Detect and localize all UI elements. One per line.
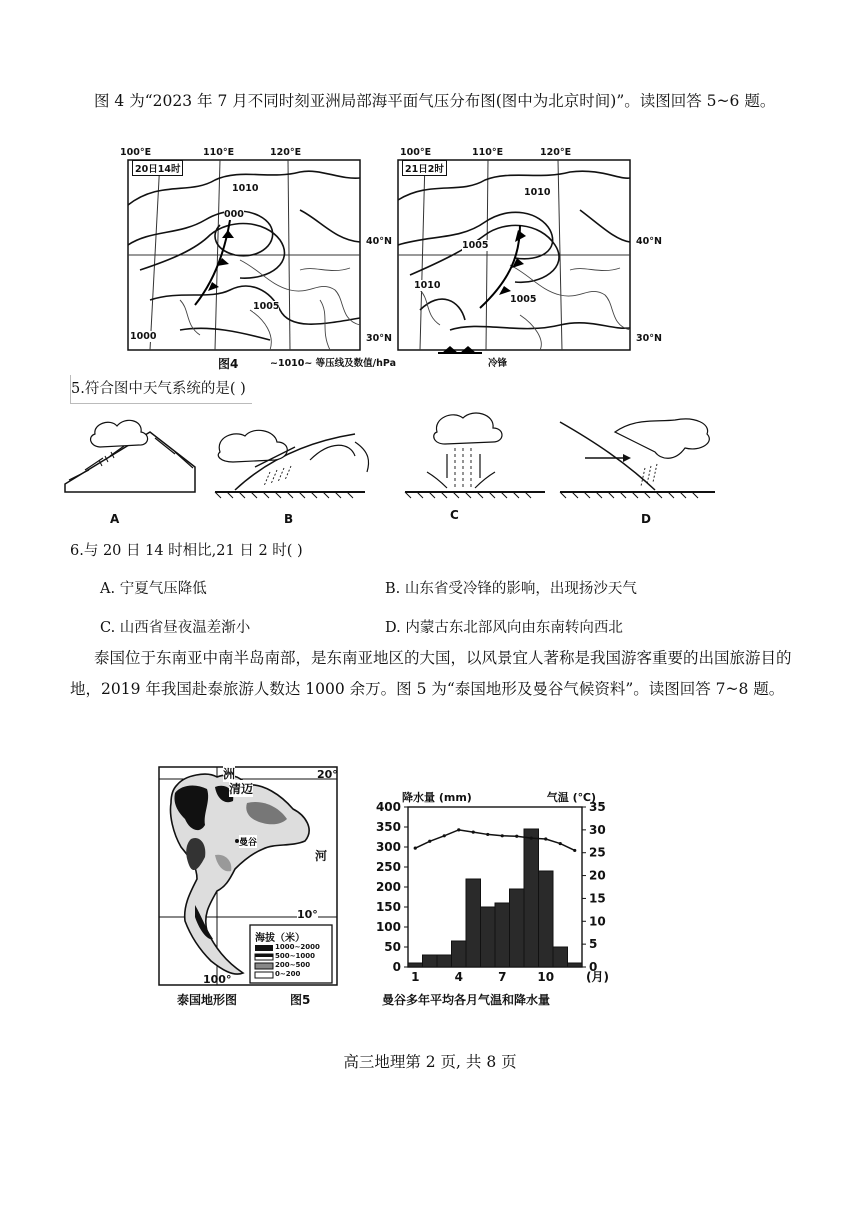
temperature-point xyxy=(559,842,562,845)
precip-bar xyxy=(510,889,525,967)
legend-item-4: 0~200 xyxy=(275,970,301,978)
temperature-line xyxy=(415,830,575,851)
temperature-point xyxy=(472,831,475,834)
q6-option-c: C. 山西省昼夜温差渐小 xyxy=(100,620,251,636)
right-lon-100: 100°E xyxy=(400,147,432,158)
left-isobar-1010: 1010 xyxy=(232,183,259,194)
precip-bar xyxy=(466,879,481,967)
y2-tick-label: 0 xyxy=(589,960,598,974)
y-tick-label: 150 xyxy=(375,900,401,914)
intro-fig5: 泰国位于东南亚中南半岛南部，是东南亚地区的大国，以风景宜人著称是我国游客重要的出国旅游目的地，2019 年我国赴泰旅游人数达 1000 余万。图 5 为“泰国地形及曼谷气候资料”。读图回答 7~8 题。 xyxy=(70,649,792,698)
legend-title: 海拔（米） xyxy=(255,933,305,944)
map-label-bangkok: 曼谷 xyxy=(239,835,257,848)
y2-tick-label: 25 xyxy=(589,845,606,860)
precip-bar xyxy=(437,955,452,967)
y-tick-label: 200 xyxy=(375,880,401,894)
q5-stem: 5.符合图中天气系统的是( ) xyxy=(70,375,252,404)
precip-bar xyxy=(423,955,438,967)
y-tick-label: 300 xyxy=(375,840,401,854)
map-label-chiangmai: 清迈 xyxy=(229,782,254,796)
q6-stem: 6.与 20 日 14 时相比,21 日 2 时( ) xyxy=(70,543,303,559)
right-isobar-1010b: 1010 xyxy=(414,280,441,291)
diagram-d xyxy=(560,419,715,498)
page-footer: 高三地理第 2 页, 共 8 页 xyxy=(343,1053,517,1071)
precip-bar xyxy=(481,907,496,967)
y-tick-label: 350 xyxy=(375,820,401,834)
diagram-b-label: B xyxy=(284,512,294,526)
map-label-he: 河 xyxy=(315,849,328,863)
right-isobar-1005b: 1005 xyxy=(510,294,537,305)
left-isobar-1005: 1005 xyxy=(253,301,280,312)
precip-bar xyxy=(452,941,467,967)
right-isobar-1005: 1005 xyxy=(462,240,489,251)
y-tick-label: 400 xyxy=(375,800,401,814)
precip-bar xyxy=(495,903,510,967)
left-lon-100: 100°E xyxy=(120,147,152,158)
map-label-zhou: 洲 xyxy=(223,767,236,781)
diagram-a xyxy=(65,420,195,492)
temperature-point xyxy=(530,836,533,839)
map-lat-20: 20° xyxy=(317,768,338,781)
fig4-caption: 图4 xyxy=(218,357,239,371)
y-tick-label: 250 xyxy=(375,860,401,874)
left-isobar-000: 000 xyxy=(224,209,244,220)
left-lat-30: 30°N xyxy=(366,333,392,344)
left-map-time: 20日14时 xyxy=(132,160,183,176)
temperature-point xyxy=(501,834,504,837)
right-borders xyxy=(420,265,630,350)
thailand-terrain-map xyxy=(155,765,360,990)
temperature-point xyxy=(457,828,460,831)
left-lon-110: 110°E xyxy=(203,147,235,158)
x-tick-label: 7 xyxy=(498,970,507,984)
precip-bar xyxy=(408,963,423,967)
y-tick-label: 50 xyxy=(384,940,401,954)
y2-axis-title: 气温 (℃) xyxy=(546,791,596,804)
right-lon-120: 120°E xyxy=(540,147,572,158)
intro-fig4: 图 4 为“2023 年 7 月不同时刻亚洲局部海平面气压分布图(图中为北京时间)”。读图回答 5~6 题。 xyxy=(94,92,776,110)
x-tick-label: 4 xyxy=(454,970,463,984)
legend-item-2: 500~1000 xyxy=(275,952,315,960)
temperature-point xyxy=(573,849,576,852)
right-map-time: 21日2时 xyxy=(402,160,447,176)
temperature-point xyxy=(515,835,518,838)
q6-option-d: D. 内蒙古东北部风向由东南转向西北 xyxy=(385,620,623,636)
thailand-map xyxy=(155,765,360,1005)
map-caption: 泰国地形图 xyxy=(177,993,238,1007)
left-isobars xyxy=(128,171,360,340)
legend-item-1: 1000~2000 xyxy=(275,943,320,951)
map-lon-100: 100° xyxy=(203,973,232,986)
diagram-c xyxy=(405,413,545,498)
fig4-legend-front: 冷锋 xyxy=(488,358,508,369)
figure-4 xyxy=(120,147,662,371)
y-tick-label: 0 xyxy=(392,960,401,974)
legend-item-3: 200~500 xyxy=(275,961,311,969)
y-tick-label: 100 xyxy=(375,920,401,934)
chart-caption: 曼谷多年平均各月气温和降水量 xyxy=(382,993,551,1007)
temperature-point xyxy=(443,834,446,837)
precip-bar xyxy=(539,871,554,967)
diagram-b xyxy=(215,430,369,498)
q6-option-a: A. 宁夏气压降低 xyxy=(100,581,207,597)
x-axis-title: (月) xyxy=(586,970,609,984)
y2-tick-label: 35 xyxy=(589,800,606,814)
precip-bar xyxy=(524,829,539,967)
y2-tick-label: 10 xyxy=(589,914,606,929)
y-axis-title: 降水量 (mm) xyxy=(402,791,472,804)
temperature-point xyxy=(414,847,417,850)
x-tick-label: 1 xyxy=(411,970,420,984)
diagram-a-label: A xyxy=(110,512,120,526)
q5-diagrams xyxy=(55,412,735,530)
y2-tick-label: 5 xyxy=(589,937,598,952)
left-isobar-1000: 1000 xyxy=(130,331,157,342)
precip-bar xyxy=(568,963,583,967)
y2-tick-label: 30 xyxy=(589,822,606,837)
y2-tick-label: 20 xyxy=(589,868,606,883)
weather-system-diagrams xyxy=(55,412,735,502)
left-lat-40: 40°N xyxy=(366,236,392,247)
temperature-point xyxy=(544,837,547,840)
fig5-caption: 图5 xyxy=(290,993,311,1007)
y2-tick-label: 15 xyxy=(589,891,606,906)
temperature-point xyxy=(428,840,431,843)
x-tick-label: 10 xyxy=(537,970,555,984)
right-lon-110: 110°E xyxy=(472,147,504,158)
temperature-point xyxy=(486,833,489,836)
right-lat-30: 30°N xyxy=(636,333,662,344)
right-isobar-1010: 1010 xyxy=(524,187,551,198)
precip-bar xyxy=(553,947,568,967)
climate-chart-svg xyxy=(360,785,640,984)
right-isobars xyxy=(398,171,630,330)
map-lat-10: 10° xyxy=(297,908,318,921)
fig4-legend-isobar: ~1010~ 等压线及数值/hPa xyxy=(270,358,397,369)
left-lon-120: 120°E xyxy=(270,147,302,158)
diagram-d-label: D xyxy=(641,512,651,526)
q6-option-b: B. 山东省受冷锋的影响，出现扬沙天气 xyxy=(385,581,637,597)
right-lat-40: 40°N xyxy=(636,236,662,247)
diagram-c-label: C xyxy=(450,508,459,522)
